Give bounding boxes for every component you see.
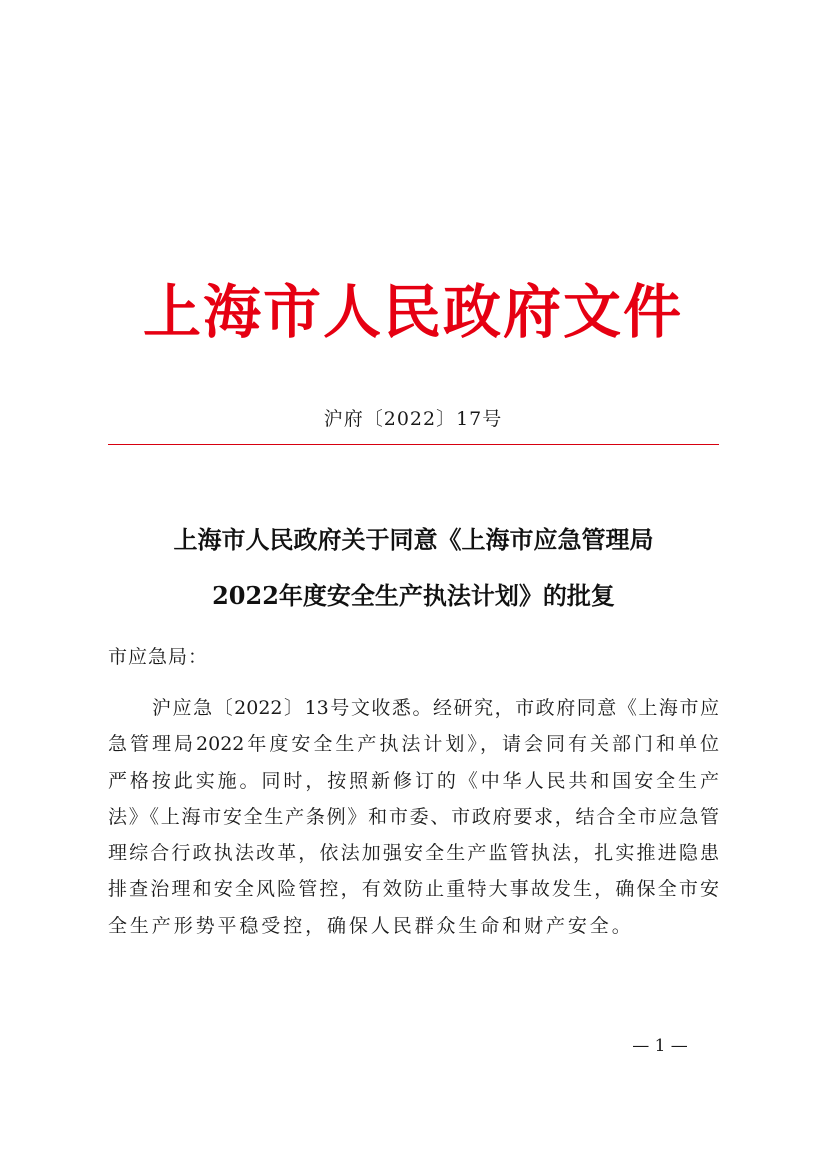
document-title: [108, 512, 719, 624]
body-line: 严格按此实施。同时，按照新修订的《中华人民共和国安全生产: [108, 769, 719, 792]
document-number: 沪府〔2022〕17号: [323, 408, 503, 430]
body-line: 法》《上海市安全生产条例》和市委、市政府要求，结合全市应急管: [108, 805, 719, 828]
title-line: 2022年度安全生产执法计划》的批复: [212, 581, 615, 610]
page-number: — 1 —: [632, 1036, 688, 1056]
body-line: 急管理局2022年度安全生产执法计划》，请会同有关部门和单位: [108, 733, 719, 756]
body-line: 理综合行政执法改革，依法加强安全生产监管执法，扎实推进隐患: [108, 842, 719, 865]
body-line: 全生产形势平稳受控，确保人民群众生命和财产安全。: [108, 914, 634, 937]
body-paragraph: [108, 690, 719, 944]
red-divider-line: [108, 444, 719, 445]
body-line: 排查治理和安全风险管控，有效防止重特大事故发生，确保全市安: [108, 878, 719, 901]
title-line: 上海市人民政府关于同意《上海市应急管理局: [173, 525, 654, 554]
salutation: 市应急局：: [108, 646, 209, 668]
masthead-title: 上海市人民政府文件: [142, 278, 683, 346]
body-line: 沪应急〔2022〕13号文收悉。经研究，市政府同意《上海市应: [152, 697, 719, 719]
